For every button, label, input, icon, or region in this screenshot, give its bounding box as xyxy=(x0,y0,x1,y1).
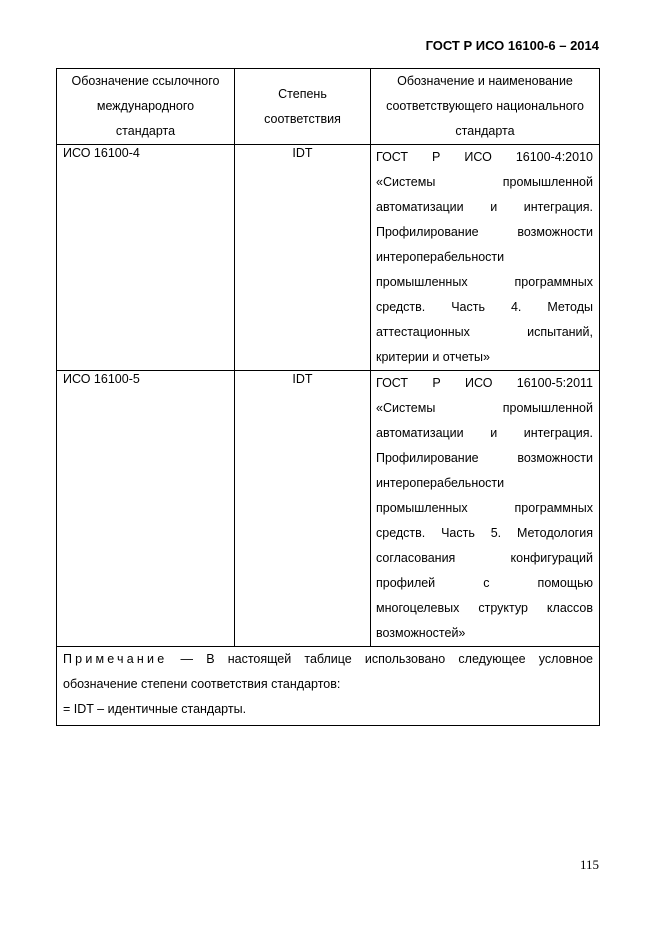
header-line: Степень xyxy=(278,86,327,101)
column-header-ref-standard xyxy=(57,69,235,145)
text-line: Профилирование возможности xyxy=(376,225,593,239)
column-header-national-standard xyxy=(371,69,600,145)
page-number: 115 xyxy=(579,857,599,872)
text-line: профилей с помощью xyxy=(376,576,593,590)
text-line: средств. Часть 5. Методология xyxy=(376,526,593,540)
ref-standard-cell: ИСО 16100-5 xyxy=(57,371,235,647)
text-line: интероперабельности xyxy=(376,250,505,264)
table-row xyxy=(57,145,600,371)
degree-cell: IDT xyxy=(235,371,371,647)
text-line: интероперабельности xyxy=(376,476,505,490)
ref-standard-cell: ИСО 16100-4 xyxy=(57,145,235,371)
note-lead: Примечание xyxy=(63,652,168,666)
text-line: промышленных программных xyxy=(376,501,593,515)
text-line: возможностей» xyxy=(376,626,466,640)
header-line: Обозначение и наименование xyxy=(397,74,573,88)
header-line: стандарта xyxy=(455,124,515,138)
national-standard-cell xyxy=(371,371,600,647)
table-header-row xyxy=(57,69,600,145)
text-line: аттестационных испытаний, xyxy=(376,325,593,339)
note-line xyxy=(63,647,593,672)
degree-cell: IDT xyxy=(235,145,371,371)
text-line: автоматизации и интеграция. xyxy=(376,200,593,214)
text-line: промышленных программных xyxy=(376,275,593,289)
table-row xyxy=(57,371,600,647)
text-line: «Системы промышленной xyxy=(376,401,593,415)
text-line: согласования конфигураций xyxy=(376,551,593,565)
text-line: Профилирование возможности xyxy=(376,451,593,465)
text-line: автоматизации и интеграция. xyxy=(376,426,593,440)
column-header-degree xyxy=(235,69,371,145)
standards-table xyxy=(56,68,600,726)
header-line: стандарта xyxy=(115,124,176,138)
header-line: Обозначение ссылочного xyxy=(71,74,220,88)
text-line: средств. Часть 4. Методы xyxy=(376,300,593,314)
text-line: критерии и отчеты» xyxy=(376,350,490,364)
note-line: обозначение степени соответствия стандартов: xyxy=(63,677,341,691)
header-line: соответствующего национального xyxy=(386,99,584,113)
text-line: ГОСТ Р ИСО 16100-4:2010 xyxy=(376,150,593,164)
text-line: «Системы промышленной xyxy=(376,175,593,189)
text-line: ГОСТ Р ИСО 16100-5:2011 xyxy=(376,376,593,390)
national-standard-cell xyxy=(371,145,600,371)
header-line: соответствия xyxy=(264,111,341,126)
note-line: = IDT – идентичные стандарты. xyxy=(63,702,247,716)
document-header: ГОСТ Р ИСО 16100-6 – 2014 xyxy=(425,38,599,53)
header-line: международного xyxy=(96,99,195,113)
table-note-row xyxy=(57,647,600,726)
text-line: многоцелевых структур классов xyxy=(376,601,593,615)
note-text: — В настоящей таблице использовано следующее условное xyxy=(180,652,593,666)
table-note xyxy=(57,647,600,726)
